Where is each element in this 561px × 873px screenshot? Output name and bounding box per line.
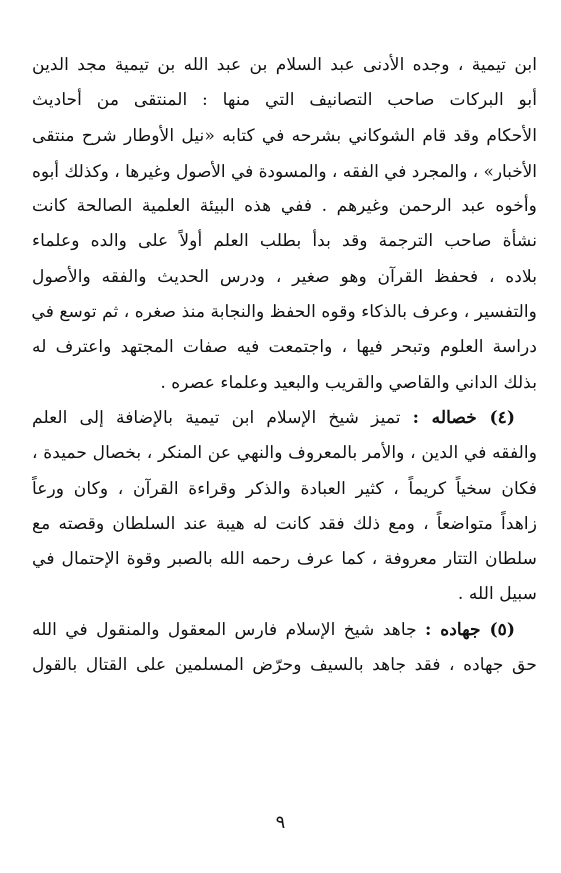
text-line-rest: جاهد شيخ الإسلام فارس المعقول والمنقول في الله bbox=[32, 619, 417, 640]
text-line: زاهداً متواضعاً ، ومع ذلك فقد كانت له هيبة عند السلطان وقصته مع bbox=[32, 513, 537, 534]
text-line: سلطان التتار معروفة ، كما عرف رحمه الله بالصبر وقوة الإحتمال في bbox=[32, 549, 537, 570]
text-line: سبيل الله . bbox=[457, 584, 537, 605]
text-line: بذلك الداني والقاصي والقريب والبعيد وعلماء عصره . bbox=[160, 372, 537, 393]
section-heading-jihad: (٥) جهاده : bbox=[425, 619, 515, 640]
text-line-rest: تميز شيخ الإسلام ابن تيمية بالإضافة إلى العلم bbox=[32, 407, 401, 428]
text-line: دراسة العلوم وتبحر فيها ، واجتمعت فيه صفات المجتهد واعترف له bbox=[32, 337, 537, 358]
text-line: حق جهاده ، فقد جاهد بالسيف وحرّض المسلمين على القتال بالقول bbox=[32, 655, 537, 676]
text-line: والتفسير ، وعرف بالذكاء وقوه الحفظ والنجابة منذ صغره ، ثم توسع في bbox=[31, 302, 537, 323]
text-line: ابن تيمية ، وجده الأدنى عبد السلام بن عبد الله بن تيمية مجد الدين bbox=[32, 55, 537, 75]
text-line: وأخوه عبد الرحمن وغيرهم . ففي هذه البيئة العلمية الصالحة كانت bbox=[32, 196, 537, 217]
section-heading-line bbox=[32, 613, 537, 648]
text-line: نشأة صاحب الترجمة وقد بدأ بطلب العلم أولاً على والده وعلماء bbox=[32, 231, 537, 252]
section-heading-qualities: (٤) خصاله : bbox=[412, 407, 516, 428]
page-number: ٩ bbox=[275, 812, 286, 833]
text-line: الأحكام وقد قام الشوكاني بشرحه في كتابه «نيل الأوطار شرح منتقى bbox=[32, 125, 537, 146]
section-heading-line bbox=[32, 401, 537, 436]
text-line: الأخبار» ، والمجرد في الفقه ، والمسودة في الأصول وغيرها ، وكذلك أبوه bbox=[32, 160, 537, 181]
text-line: والفقه في الدين ، والأمر بالمعروف والنهي عن المنكر ، بخصال حميدة ، bbox=[32, 443, 537, 464]
text-line: بلاده ، فحفظ القرآن وهو صغير ، ودرس الحديث والفقه والأصول bbox=[32, 266, 537, 287]
page-text bbox=[32, 48, 537, 683]
text-line: أبو البركات صاحب التصانيف التي منها : المنتقى من أحاديث bbox=[32, 90, 537, 111]
text-line: فكان سخياً كريماً ، كثير العبادة والذكر وقراءة القرآن ، وكان ورعاً bbox=[32, 478, 537, 499]
